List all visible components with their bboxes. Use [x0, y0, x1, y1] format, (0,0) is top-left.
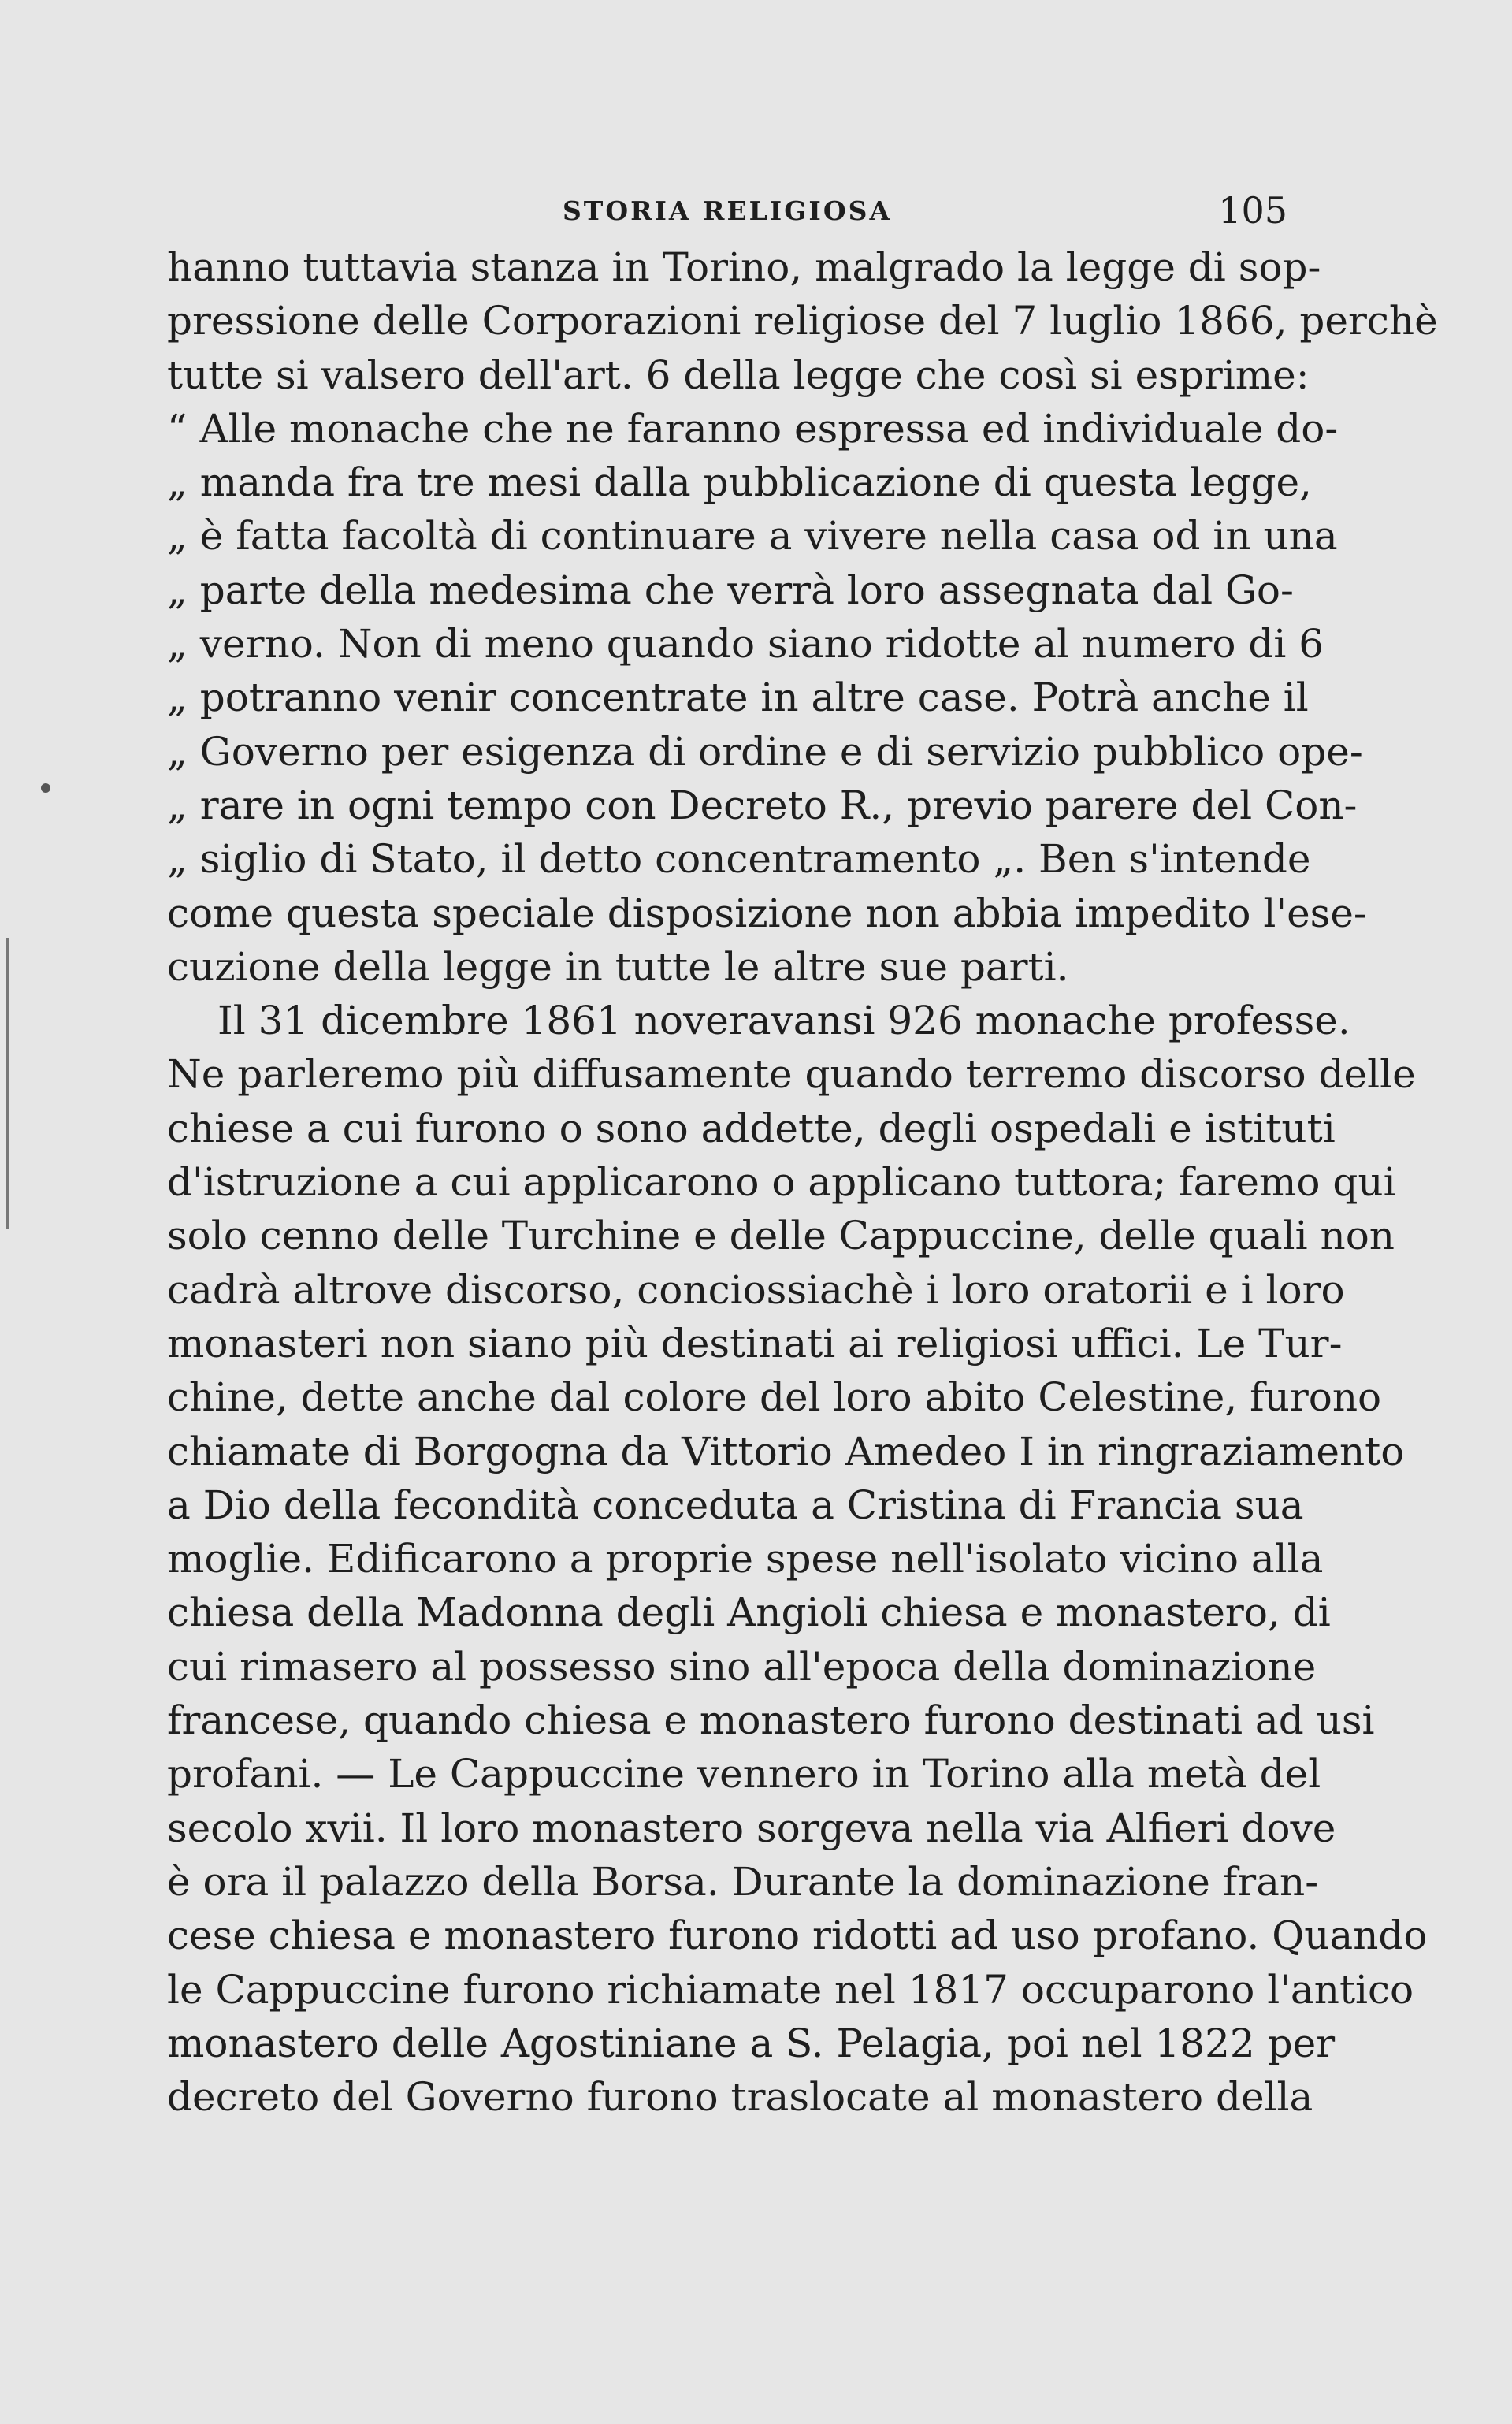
text-line: decreto del Governo furono traslocate al monastero della	[167, 2074, 1313, 2121]
text-line: hanno tuttavia stanza in Torino, malgrado la legge di sop-	[167, 244, 1321, 290]
text-line: solo cenno delle Turchine e delle Cappuccine, delle quali non	[167, 1213, 1395, 1259]
text-line: chiese a cui furono o sono addette, degli ospedali e istituti	[167, 1105, 1336, 1151]
text-line: cuzione della legge in tutte le altre sue parti.	[167, 943, 1069, 990]
text-line: „ potranno venir concentrate in altre case. Potrà anche il	[167, 675, 1309, 721]
running-title: STORIA RELIGIOSA	[562, 195, 893, 226]
text-line: è ora il palazzo della Borsa. Durante la dominazione fran-	[167, 1858, 1319, 1905]
binding-edge-mark	[6, 938, 9, 1229]
text-line: a Dio della fecondità conceduta a Cristina di Francia sua	[167, 1482, 1304, 1528]
text-line: d'istruzione a cui applicarono o applicano tuttora; faremo qui	[167, 1159, 1396, 1206]
text-line: monastero delle Agostiniane a S. Pelagia, poi nel 1822 per	[167, 2020, 1336, 2066]
text-line: profani. — Le Cappuccine vennero in Torino alla metà del	[167, 1751, 1321, 1798]
text-line: „ manda fra tre mesi dalla pubblicazione di questa legge,	[167, 459, 1312, 506]
text-line: „ siglio di Stato, il detto concentramento „. Ben s'intende	[167, 836, 1311, 883]
body-text	[167, 240, 1438, 2124]
text-line: chine, dette anche dal colore del loro abito Celestine, furono	[167, 1374, 1382, 1421]
text-line: cese chiesa e monastero furono ridotti ad uso profano. Quando	[167, 1913, 1428, 1959]
text-line: „ è fatta facoltà di continuare a vivere nella casa od in una	[167, 513, 1338, 560]
text-line: “ Alle monache che ne faranno espressa ed individuale do-	[167, 405, 1339, 452]
text-line: pressione delle Corporazioni religiose del 7 luglio 1866, perchè	[167, 298, 1438, 344]
text-line: cui rimasero al possesso sino all'epoca della dominazione	[167, 1643, 1317, 1690]
text-line: „ parte della medesima che verrà loro assegnata dal Go-	[167, 567, 1294, 613]
page-number: 105	[1218, 189, 1287, 232]
text-line: francese, quando chiesa e monastero furono destinati ad usi	[167, 1697, 1375, 1744]
text-line: chiamate di Borgogna da Vittorio Amedeo I in ringraziamento	[167, 1428, 1405, 1474]
ink-dot-mark	[41, 783, 50, 793]
text-line: come questa speciale disposizione non abbia impedito l'ese-	[167, 890, 1367, 936]
text-line: Il 31 dicembre 1861 noveravansi 926 monache professe.	[217, 998, 1350, 1044]
text-line: tutte si valsero dell'art. 6 della legge che così si esprime:	[167, 351, 1310, 398]
text-line: le Cappuccine furono richiamate nel 1817 occuparono l'antico	[167, 1966, 1414, 2013]
text-line: „ Governo per esigenza di ordine e di servizio pubblico ope-	[167, 728, 1363, 775]
text-line: cadrà altrove discorso, conciossiachè i loro oratorii e i loro	[167, 1266, 1345, 1313]
text-line: chiesa della Madonna degli Angioli chiesa e monastero, di	[167, 1589, 1331, 1636]
text-line: moglie. Edificarono a proprie spese nell'isolato vicino alla	[167, 1536, 1324, 1582]
text-line: Ne parleremo più diffusamente quando terremo discorso delle	[167, 1051, 1416, 1098]
text-line: monasteri non siano più destinati ai religiosi uffici. Le Tur-	[167, 1320, 1343, 1366]
text-line: secolo xvii. Il loro monastero sorgeva nella via Alfieri dove	[167, 1805, 1336, 1851]
text-line: „ rare in ogni tempo con Decreto R., previo parere del Con-	[167, 782, 1358, 828]
page-header	[167, 181, 1287, 236]
text-line: „ verno. Non di meno quando siano ridotte al numero di 6	[167, 621, 1324, 667]
